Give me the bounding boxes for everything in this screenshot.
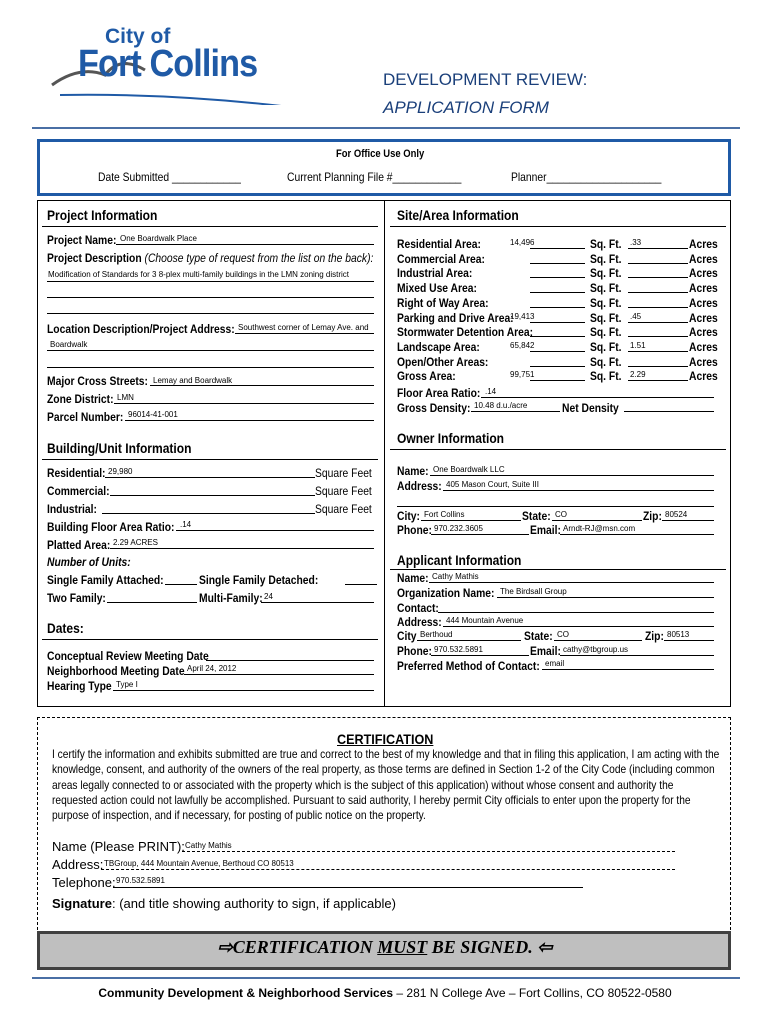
logo-line1: City of — [105, 25, 171, 48]
sfa-line[interactable] — [165, 584, 197, 585]
site-heading-rule — [390, 226, 726, 227]
cert-address-value[interactable]: TBGroup, 444 Mountain Avenue, Berthoud CO 80513 — [104, 859, 294, 868]
site-row-sqft-unit: Sq. Ft. — [590, 369, 622, 384]
signature-label-bold: Signature — [52, 896, 112, 911]
zone-label: Zone District: — [47, 392, 114, 406]
certification-text: I certify the information and exhibits submitted are true and correct to the best of my knowledge and that in filing this application, I am acting with the knowledge, consent, and authority of the owners of the real property, as those terms are defined in Section 1-2 of the City Code (including common areas legally connected to or associated with the property which is the subject of this application) without whose consent and authority the requested action could not lawfully be accomplished. Pursuant to said authority, I hereby permit City officials to enter upon the property for the purpose of inspection, and if necessary, for posting of public notice on the property. — [52, 747, 720, 823]
site-row-sqft-line[interactable] — [530, 263, 585, 264]
platted-value[interactable]: 2.29 ACRES — [113, 538, 158, 547]
contact-method-label: Preferred Method of Contact: — [397, 659, 540, 673]
hearing-type-label: Hearing Type — [47, 679, 112, 693]
location-value-1[interactable]: Southwest corner of Lemay Ave. and — [238, 323, 369, 332]
sfd-label: Single Family Detached: — [199, 573, 319, 587]
site-row-acres-unit: Acres — [689, 281, 718, 296]
applicant-name-label: Name: — [397, 571, 429, 585]
project-desc-line-3[interactable] — [47, 313, 374, 314]
owner-state-label: State: — [522, 509, 551, 523]
site-row-acres-line[interactable] — [628, 263, 688, 264]
footer-text — [0, 986, 770, 1000]
bldg-industrial-unit: Square Feet — [315, 502, 372, 516]
footer-dept: Community Development & Neighborhood Services — [98, 986, 394, 1000]
cert-name-line[interactable] — [182, 851, 675, 852]
site-far-value[interactable]: .14 — [485, 387, 497, 396]
site-row-sqft-line[interactable] — [530, 380, 585, 381]
applicant-phone-line[interactable] — [431, 655, 529, 656]
contact-line[interactable] — [438, 612, 714, 613]
owner-address-line-2[interactable] — [397, 506, 714, 507]
platted-label: Platted Area: — [47, 538, 111, 552]
site-row-label: Commercial Area: — [397, 251, 485, 266]
parcel-line[interactable] — [125, 420, 374, 421]
office-use-title: For Office Use Only — [336, 148, 425, 160]
footer-rule — [32, 977, 740, 979]
building-info-heading: Building/Unit Information — [47, 440, 192, 456]
bldg-commercial-label: Commercial: — [47, 484, 110, 498]
site-row-acres-unit: Acres — [689, 339, 718, 354]
gross-density-value[interactable]: 10.48 d.u./acre — [474, 401, 528, 410]
zone-line[interactable] — [114, 403, 374, 404]
site-row-sqft-line[interactable] — [530, 322, 585, 323]
site-row-sqft-line[interactable] — [530, 307, 585, 308]
applicant-address-value[interactable]: 444 Mountain Avenue — [446, 616, 524, 625]
applicant-zip-value[interactable]: 80513 — [667, 630, 690, 639]
owner-info-heading: Owner Information — [397, 430, 505, 446]
multi-family-label: Multi-Family: — [199, 591, 263, 605]
site-row-sqft-unit: Sq. Ft. — [590, 325, 622, 340]
project-desc-value[interactable]: Modification of Standards for 3 8-plex multi-family buildings in the LMN zoning district — [48, 270, 350, 279]
site-row-label: Parking and Drive Area: — [397, 310, 514, 325]
bldg-industrial-label: Industrial: — [47, 502, 97, 516]
net-density-line[interactable] — [624, 411, 714, 412]
column-divider — [384, 200, 385, 707]
site-row-acres-unit: Acres — [689, 237, 718, 251]
hearing-type-value[interactable]: Type I — [116, 680, 138, 689]
applicant-address-line[interactable] — [443, 626, 714, 627]
footer-address: – 281 N College Ave – Fort Collins, CO 80522-0580 — [393, 986, 672, 1000]
applicant-state-line[interactable] — [554, 640, 642, 641]
site-row-label: Landscape Area: — [397, 339, 480, 354]
neighborhood-date-value[interactable]: April 24, 2012 — [187, 664, 237, 673]
cert-signature-label[interactable] — [52, 896, 396, 911]
owner-state-line[interactable] — [552, 520, 642, 521]
bldg-far-line[interactable] — [176, 530, 374, 531]
two-family-label: Two Family: — [47, 591, 106, 605]
concept-date-label: Conceptual Review Meeting Date — [47, 649, 209, 663]
site-row-sqft-line[interactable] — [530, 277, 585, 278]
site-row-sqft-unit: Sq. Ft. — [590, 295, 622, 310]
form-title: DEVELOPMENT REVIEW: — [383, 70, 588, 89]
cert-phone-line[interactable] — [113, 887, 583, 888]
platted-line[interactable] — [110, 548, 374, 549]
site-row-label: Gross Area: — [397, 369, 456, 384]
two-family-line[interactable] — [107, 602, 197, 603]
net-density-label: Net Density — [562, 401, 619, 415]
location-line-2[interactable] — [47, 350, 374, 351]
contact-method-value[interactable]: email — [545, 659, 565, 668]
site-row-sqft-unit: Sq. Ft. — [590, 339, 622, 354]
location-line-3[interactable] — [47, 367, 374, 368]
site-row-acres-unit: Acres — [689, 251, 718, 266]
site-row-acres-value[interactable]: 1.51 — [630, 340, 646, 350]
neighborhood-date-line[interactable] — [184, 674, 374, 675]
date-submitted-field[interactable]: Date Submitted ____________ — [98, 170, 241, 184]
site-row-label: Stormwater Detention Area: — [397, 325, 534, 340]
owner-address-value[interactable]: 405 Mason Court, Suite III — [446, 480, 539, 489]
site-row-sqft-value[interactable]: 19,413 — [510, 311, 535, 321]
cert-address-label: Address: — [52, 857, 104, 872]
cross-streets-line[interactable] — [150, 385, 374, 386]
sfd-line[interactable] — [345, 584, 377, 585]
dates-heading: Dates: — [47, 620, 84, 636]
applicant-name-value[interactable]: Cathy Mathis — [432, 572, 479, 581]
site-row-acres-unit: Acres — [689, 266, 718, 281]
planning-file-field[interactable]: Current Planning File #____________ — [287, 170, 462, 184]
site-row-sqft-unit: Sq. Ft. — [590, 266, 622, 281]
cross-streets-value[interactable]: Lemay and Boardwalk — [153, 376, 233, 385]
org-name-line[interactable] — [497, 597, 714, 598]
owner-city-label: City: — [397, 509, 420, 523]
site-row-label: Mixed Use Area: — [397, 281, 477, 296]
logo-line2: Fort Collins — [78, 43, 258, 85]
multi-family-value[interactable]: 24 — [264, 592, 273, 601]
site-row-acres-line[interactable] — [628, 292, 688, 293]
cert-name-label: Name (Please PRINT): — [52, 839, 185, 854]
site-row-acres-line[interactable] — [628, 277, 688, 278]
site-row-acres-unit: Acres — [689, 325, 718, 340]
certification-heading: CERTIFICATION — [337, 731, 434, 747]
applicant-name-line[interactable] — [429, 582, 714, 583]
org-name-value[interactable]: The Birdsall Group — [500, 587, 567, 596]
bldg-residential-label: Residential: — [47, 466, 106, 480]
project-name-line[interactable] — [116, 244, 374, 245]
applicant-phone-label: Phone: — [397, 644, 432, 658]
applicant-address-label: Address: — [397, 615, 442, 629]
site-row-label: Residential Area: — [397, 237, 481, 251]
owner-name-line[interactable] — [430, 475, 714, 476]
site-row-label: Right of Way Area: — [397, 295, 489, 310]
project-name-label: Project Name: — [47, 233, 117, 247]
site-row-sqft-unit: Sq. Ft. — [590, 310, 622, 325]
site-row-sqft-unit: Sq. Ft. — [590, 354, 622, 369]
owner-heading-rule — [390, 449, 726, 450]
contact-label: Contact: — [397, 601, 439, 615]
site-far-label: Floor Area Ratio: — [397, 386, 481, 400]
site-row-sqft-line[interactable] — [530, 366, 585, 367]
gross-density-line[interactable] — [471, 411, 560, 412]
applicant-heading-rule — [390, 569, 726, 570]
bldg-far-value[interactable]: .14 — [180, 520, 192, 529]
site-row-sqft-value[interactable]: 14,496 — [510, 238, 535, 247]
owner-name-label: Name: — [397, 464, 429, 478]
owner-zip-label: Zip: — [643, 509, 662, 523]
owner-email-line[interactable] — [560, 534, 714, 535]
hearing-type-line[interactable] — [113, 690, 374, 691]
applicant-phone-value[interactable]: 970.532.5891 — [434, 645, 483, 654]
banner-text-pre: CERTIFICATION — [232, 937, 378, 957]
location-value-2[interactable]: Boardwalk — [50, 340, 88, 349]
owner-city-line[interactable] — [421, 520, 521, 521]
neighborhood-date-label: Neighborhood Meeting Date — [47, 664, 185, 678]
cert-phone-value[interactable]: 970.532.5891 — [116, 876, 165, 885]
project-desc-label — [47, 251, 373, 265]
site-row-acres-value[interactable]: 2.29 — [630, 370, 646, 380]
project-name-value[interactable]: One Boardwalk Place — [120, 234, 197, 243]
site-row-sqft-unit: Sq. Ft. — [590, 237, 622, 251]
applicant-state-label: State: — [524, 629, 553, 643]
site-far-line[interactable] — [481, 397, 714, 398]
applicant-email-line[interactable] — [560, 655, 714, 656]
location-line-1[interactable] — [235, 333, 374, 334]
site-row-acres-line[interactable] — [628, 380, 688, 381]
units-label: Number of Units: — [47, 555, 131, 569]
site-row-acres-unit: Acres — [689, 354, 718, 369]
site-row-acres-unit: Acres — [689, 369, 718, 384]
banner-text-post: BE SIGNED. — [427, 937, 538, 957]
owner-city-value[interactable]: Fort Collins — [424, 510, 465, 519]
site-row-acres-line[interactable] — [628, 248, 688, 249]
parcel-label: Parcel Number: — [47, 410, 124, 424]
owner-phone-label: Phone: — [397, 523, 432, 537]
location-label: Location Description/Project Address: — [47, 322, 235, 336]
bldg-commercial-line[interactable] — [110, 495, 315, 496]
applicant-zip-label: Zip: — [645, 629, 664, 643]
planner-field[interactable]: Planner____________________ — [511, 170, 662, 184]
site-row-acres-line[interactable] — [628, 307, 688, 308]
applicant-state-value[interactable]: CO — [557, 630, 569, 639]
cert-phone-label: Telephone: — [52, 875, 116, 890]
bldg-residential-value[interactable]: 29,980 — [108, 467, 133, 476]
bldg-far-label: Building Floor Area Ratio: — [47, 520, 175, 534]
site-row-acres-unit: Acres — [689, 295, 718, 310]
site-row-sqft-line[interactable] — [530, 336, 585, 337]
site-row-acres-line[interactable] — [628, 336, 688, 337]
site-row-acres-value[interactable]: .45 — [630, 311, 642, 321]
owner-phone-value[interactable]: 970.232.3605 — [434, 524, 483, 533]
project-desc-line-2[interactable] — [47, 297, 374, 298]
owner-name-value[interactable]: One Boardwalk LLC — [433, 465, 505, 474]
certification-banner-text — [0, 937, 770, 958]
org-name-label: Organization Name: — [397, 586, 495, 600]
site-row-sqft-value[interactable]: 65,842 — [510, 340, 535, 350]
parcel-value[interactable]: 96014-41-001 — [128, 410, 178, 419]
site-row-sqft-line[interactable] — [530, 248, 585, 249]
project-desc-hint: (Choose type of request from the list on the back): — [144, 251, 374, 265]
bldg-commercial-unit: Square Feet — [315, 484, 372, 498]
site-row-label: Open/Other Areas: — [397, 354, 489, 369]
bldg-industrial-line[interactable] — [102, 513, 315, 514]
site-row-sqft-line[interactable] — [530, 292, 585, 293]
multi-family-line[interactable] — [261, 602, 374, 603]
project-desc-line-1[interactable] — [47, 281, 374, 282]
contact-method-line[interactable] — [542, 669, 714, 670]
sfa-label: Single Family Attached: — [47, 573, 164, 587]
header-rule — [32, 127, 740, 129]
owner-phone-line[interactable] — [431, 534, 529, 535]
site-row-acres-line[interactable] — [628, 366, 688, 367]
cert-address-line[interactable] — [101, 869, 675, 870]
city-logo — [50, 25, 300, 105]
owner-zip-line[interactable] — [662, 520, 714, 521]
site-row-label: Industrial Area: — [397, 266, 473, 281]
applicant-city-value[interactable]: Berthoud — [420, 630, 453, 639]
cross-streets-label: Major Cross Streets: — [47, 374, 148, 388]
arrow-left-icon: ⇦ — [537, 937, 553, 957]
owner-address-label: Address: — [397, 479, 442, 493]
site-row-sqft-line[interactable] — [530, 351, 585, 352]
gross-density-label: Gross Density: — [397, 401, 471, 415]
banner-text-must: MUST — [377, 937, 428, 957]
site-row-sqft-value[interactable]: 99,751 — [510, 370, 535, 380]
dates-heading-rule — [42, 639, 378, 640]
concept-date-line[interactable] — [206, 660, 374, 661]
applicant-city-label: City — [397, 629, 417, 643]
project-info-heading: Project Information — [47, 207, 158, 223]
applicant-city-line[interactable] — [417, 640, 521, 641]
project-heading-rule — [42, 226, 378, 227]
cert-name-value[interactable]: Cathy Mathis — [185, 841, 232, 850]
signature-hint: : (and title showing authority to sign, if applicable) — [111, 896, 396, 911]
site-info-heading: Site/Area Information — [397, 207, 519, 223]
applicant-info-heading: Applicant Information — [397, 552, 522, 568]
bldg-residential-unit: Square Feet — [315, 466, 372, 480]
site-row-acres-value[interactable]: .33 — [630, 238, 642, 247]
site-row-acres-line[interactable] — [628, 322, 688, 323]
site-row-sqft-unit: Sq. Ft. — [590, 251, 622, 266]
site-row-acres-line[interactable] — [628, 351, 688, 352]
zone-value[interactable]: LMN — [117, 393, 134, 402]
arrow-right-icon: ⇨ — [217, 937, 233, 957]
applicant-email-value[interactable]: cathy@tbgroup.us — [563, 645, 629, 654]
project-desc-label-text: Project Description — [47, 251, 142, 265]
building-heading-rule — [42, 459, 378, 460]
form-subtitle: APPLICATION FORM — [383, 98, 549, 117]
owner-email-value[interactable]: Arndt-RJ@msn.com — [563, 524, 636, 533]
applicant-email-label: Email: — [530, 644, 561, 658]
bldg-residential-line[interactable] — [105, 477, 315, 478]
applicant-zip-line[interactable] — [664, 640, 714, 641]
owner-state-value[interactable]: CO — [555, 510, 567, 519]
site-row-sqft-unit: Sq. Ft. — [590, 281, 622, 296]
site-row-acres-unit: Acres — [689, 310, 718, 325]
owner-email-label: Email: — [530, 523, 561, 537]
owner-zip-value[interactable]: 80524 — [665, 510, 688, 519]
owner-address-line-1[interactable] — [443, 490, 714, 491]
